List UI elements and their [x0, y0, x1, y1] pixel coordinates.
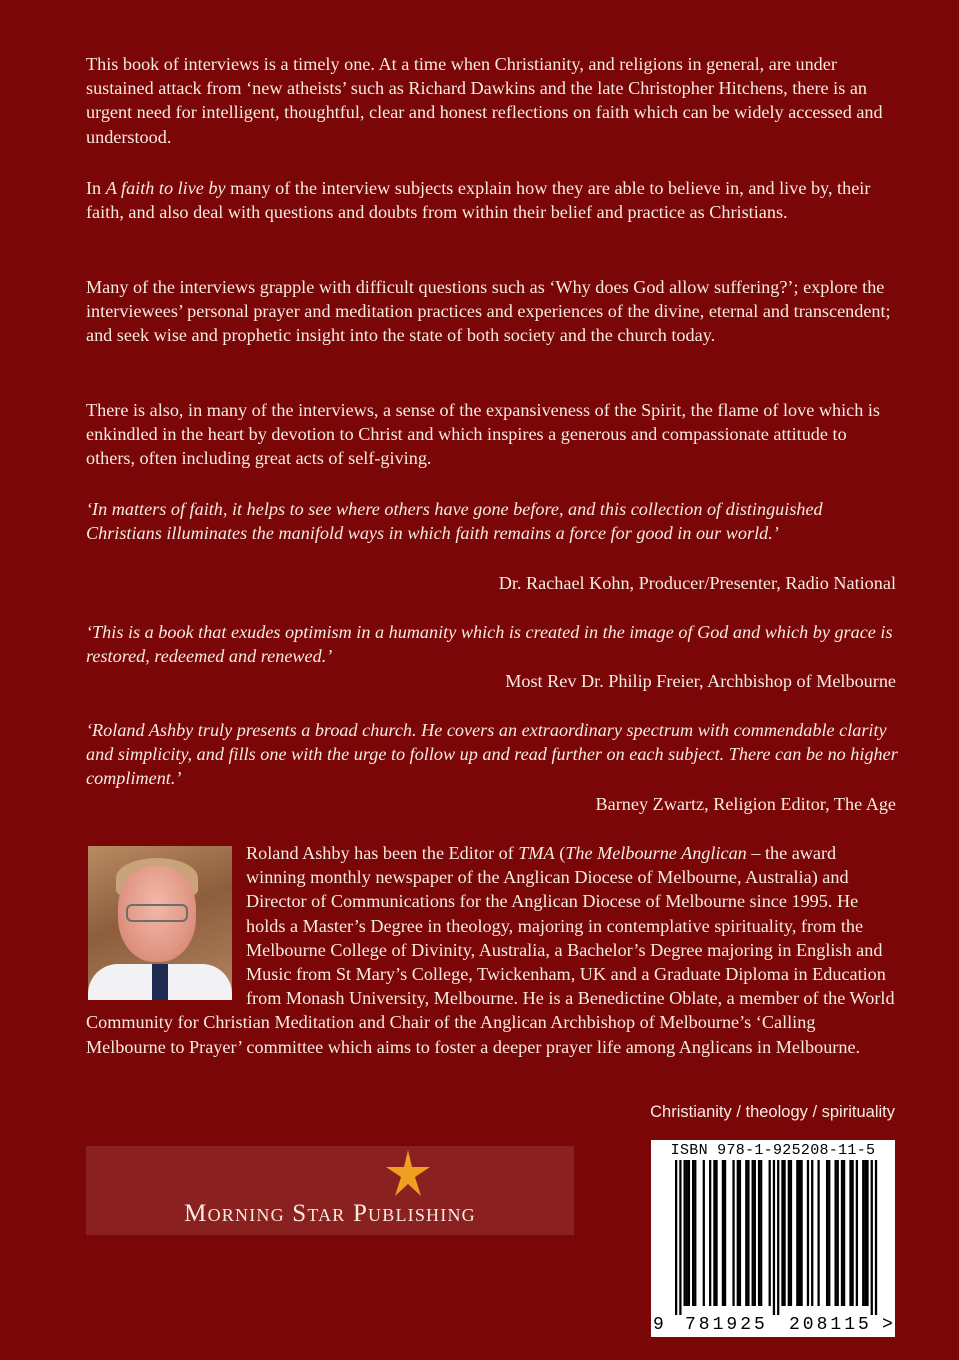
barcode-bar — [679, 1160, 681, 1315]
barcode-bar — [826, 1160, 828, 1306]
barcode-bar — [828, 1160, 830, 1306]
barcode-bar — [754, 1160, 756, 1306]
barcode-bar — [817, 1160, 819, 1306]
description-prefix: In — [86, 178, 106, 198]
barcode-bar — [866, 1160, 868, 1306]
barcode-bar — [732, 1160, 734, 1306]
bio-tma: TMA — [518, 843, 555, 863]
barcode-bar — [722, 1160, 724, 1306]
barcode-bar — [871, 1160, 873, 1315]
barcode-bar — [703, 1160, 705, 1306]
category-label: Christianity / theology / spirituality — [650, 1103, 895, 1121]
barcode-bar — [783, 1160, 785, 1306]
intro-paragraph: This book of interviews is a timely one. At a time when Christianity, and religions in general, are under sustained attack from ‘new atheists’ such as Richard Dawkins and the late Christopher Hitchens, there is an urgent need for intelligent, thoughtful, clear and honest reflections on faith which can be widely accessed and understood. — [86, 54, 883, 147]
endorsement-quote: ‘This is a book that exudes optimism in a humanity which is created in the image of God and which by grace is restored, redeemed and renewed.’ — [86, 622, 893, 667]
barcode-bar — [724, 1160, 726, 1306]
author-photo — [88, 846, 232, 1000]
isbn-lead-digit: 9 — [653, 1315, 664, 1335]
endorsement-quote: ‘Roland Ashby truly presents a broad church. He covers an extraordinary spectrum with commendable clarity and simplicity, and fills one with the urge to follow up and read further on each subject. There can be no higher compliment.’ — [86, 720, 898, 789]
barcode-bar — [675, 1160, 677, 1315]
author-glasses — [126, 904, 188, 922]
barcode-bar — [752, 1160, 754, 1306]
barcode-bar — [849, 1160, 851, 1306]
barcode-bar — [758, 1160, 760, 1306]
barcode-bar — [837, 1160, 839, 1306]
isbn-label: ISBN 978-1-925208-11-5 — [670, 1142, 876, 1159]
book-description-paragraph — [86, 176, 898, 224]
barcode-bars — [661, 1160, 885, 1315]
publisher-name: Morning Star Publishing — [184, 1200, 476, 1227]
isbn-left-group: 781925 — [685, 1315, 768, 1335]
spirit-paragraph: There is also, in many of the interviews, a sense of the expansiveness of the Spirit, the flame of love which is enkindled in the heart by devotion to Christ and which inspires a generous and compassionate attitude to others, often including great acts of self-giving. — [86, 400, 880, 469]
bio-text: – the award winning monthly newspaper of the Anglican Diocese of Melbourne, Australia) and Director of Communications for the Anglican Diocese of Melbourne since 1995. He holds a Master’s Degree in theology, majoring in contemplative spirituality, from the Melbourne College of Divinity, Australia, a Bachelor’s Degree majoring in English and Music from St Mary’s College, Twickenham, UK and a Graduate Diploma in Education from Monash University, Melbourne. He is a Benedictine Oblate, a member of the World Community for Christian Meditation and Chair of the Anglican Archbishop of Melbourne’s ‘Calling Melbourne to Prayer’ committee which aims to foster a deeper prayer life among Anglicans in Melbourne. — [86, 843, 895, 1057]
barcode-bar — [856, 1160, 858, 1306]
barcode-bar — [796, 1160, 798, 1306]
barcode-bar — [843, 1160, 845, 1306]
barcode-bar — [841, 1160, 843, 1306]
bio-paper-title: The Melbourne Anglican — [565, 843, 747, 863]
barcode-bar — [798, 1160, 800, 1306]
barcode-bar — [862, 1160, 864, 1306]
barcode-bar — [773, 1160, 775, 1315]
questions-paragraph: Many of the interviews grapple with difficult questions such as ‘Why does God allow suffering?’; explore the interviewees’ personal prayer and meditation practices and experiences of the divine, eternal and transcendent; and seek wise and prophetic insight into the state of both society and the church today. — [86, 277, 891, 346]
barcode-bar — [875, 1160, 877, 1315]
endorsement-quote: ‘In matters of faith, it helps to see where others have gone before, and this collection of distinguished Christians illuminates the manifold ways in which faith remains a force for good in our world.’ — [86, 499, 823, 544]
publisher-logo — [86, 1146, 574, 1235]
isbn-barcode — [651, 1140, 895, 1337]
bio-paren: ( — [554, 843, 566, 863]
barcode-bar — [747, 1160, 749, 1306]
barcode-bar — [781, 1160, 783, 1306]
barcode-bar — [739, 1160, 741, 1306]
barcode-bar — [790, 1160, 792, 1306]
author-tie — [152, 964, 168, 1000]
barcode-bar — [745, 1160, 747, 1306]
barcode-bar — [692, 1160, 694, 1306]
barcode-bar — [694, 1160, 696, 1306]
bio-prefix: Roland Ashby has been the Editor of — [246, 843, 519, 863]
isbn-right-group: 208115 — [789, 1315, 872, 1335]
barcode-bar — [713, 1160, 715, 1306]
endorsement-attribution: Barney Zwartz, Religion Editor, The Age — [595, 794, 896, 814]
barcode-bar — [851, 1160, 853, 1306]
barcode-bar — [800, 1160, 802, 1306]
barcode-bar — [686, 1160, 688, 1306]
endorsement-attribution: Most Rev Dr. Philip Freier, Archbishop of Melbourne — [505, 671, 896, 691]
star-icon — [386, 1150, 430, 1196]
barcode-bar — [715, 1160, 717, 1306]
barcode-bar — [834, 1160, 836, 1306]
barcode-bar — [737, 1160, 739, 1306]
endorsement-attribution: Dr. Rachael Kohn, Producer/Presenter, Radio National — [498, 573, 896, 593]
barcode-bar — [777, 1160, 779, 1315]
description-text: many of the interview subjects explain how they are able to believe in, and live by, their faith, and also deal with questions and doubts from within their belief and practice as Christians. — [86, 178, 871, 223]
barcode-bar — [688, 1160, 690, 1306]
barcode-bar — [811, 1160, 813, 1306]
author-bio — [86, 841, 898, 1059]
barcode-bar — [807, 1160, 809, 1306]
barcode-bar — [709, 1160, 711, 1306]
barcode-bar — [788, 1160, 790, 1306]
isbn-quiet-zone-marker: > — [882, 1315, 893, 1335]
barcode-bar — [769, 1160, 771, 1306]
barcode-bar — [684, 1160, 686, 1306]
barcode-bar — [760, 1160, 762, 1306]
book-title: A faith to live by — [105, 178, 226, 198]
barcode-bar — [864, 1160, 866, 1306]
